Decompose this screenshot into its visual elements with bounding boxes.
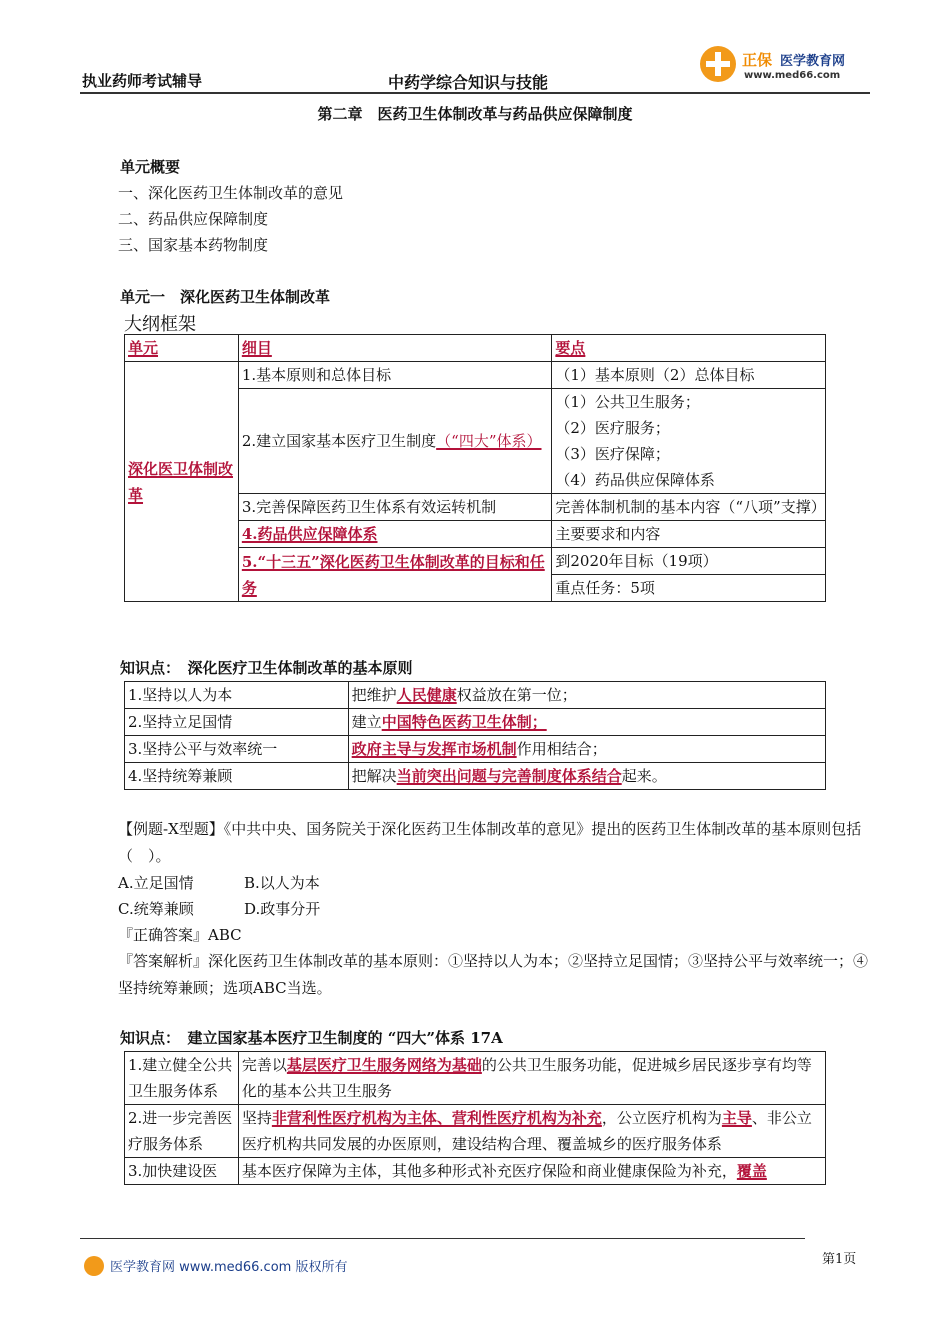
table-row [125, 1105, 826, 1158]
unit-cell: 深化医卫体制改革 [125, 362, 239, 602]
text-span: 坚持 [241, 1109, 272, 1127]
overview-item: 二、药品供应保障制度 [118, 210, 269, 228]
table-cell: 3.加快建设医 [125, 1158, 239, 1185]
overview-item: 一、深化医药卫生体制改革的意见 [118, 184, 344, 202]
table-header-cell: 单元 [125, 335, 239, 362]
table-row [125, 736, 826, 763]
table-cell: 完善体制机制的基本内容（“八项”支撑） [552, 494, 826, 521]
table-cell: 5.“十三五”深化医药卫生体制改革的目标和任务 [238, 548, 552, 602]
text-span: 基本医疗保障为主体，其他多种形式补充医疗保险和商业健康保险为补充， [241, 1162, 737, 1180]
table-cell [238, 389, 552, 494]
table-cell: 重点任务：5项 [552, 575, 826, 602]
table-header-row [125, 335, 826, 362]
table-cell: 1.建立健全公共卫生服务体系 [125, 1052, 239, 1105]
point-line: （3）医疗保障； [555, 445, 670, 463]
table-row [125, 1158, 826, 1185]
table-cell: 2.坚持立足国情 [125, 709, 349, 736]
table-cell [348, 736, 825, 763]
outline-table [124, 334, 826, 602]
correct-answer: 『正确答案』ABC [118, 926, 242, 944]
point-line: （1）公共卫生服务； [555, 393, 700, 411]
answer-analysis: 『答案解析』深化医药卫生体制改革的基本原则：①坚持以人为本；②坚持立足国情；③坚持公平与效率统一；④坚持统筹兼顾；选项ABC当选。 [118, 952, 869, 997]
header-center-title: 中药学综合知识与技能 [388, 73, 549, 92]
footer-logo-icon [84, 1256, 104, 1276]
four-systems-table [124, 1051, 826, 1185]
footer-divider [80, 1238, 805, 1239]
table-row [125, 709, 826, 736]
highlight-span: 人民健康 [396, 686, 457, 704]
example-question: 【例题-X型题】《中共中央、国务院关于深化医药卫生体制改革的意见》提出的医药卫生体制改革的基本原则包括（ ）。 [118, 820, 862, 865]
point-line: （2）医疗服务； [555, 419, 670, 437]
text-span: 建立 [351, 713, 382, 731]
table-cell: 到2020年目标（19项） [552, 548, 826, 575]
page-number: 第1页 [822, 1252, 857, 1267]
table-cell: 3.坚持公平与效率统一 [125, 736, 349, 763]
text-span: 的公共卫生服务功能，促进城乡居民逐步享有均等化的基本公共卫生服务 [241, 1056, 812, 1100]
logo-brand: 正保 [742, 51, 773, 69]
chapter-title: 第二章 医药卫生体制改革与药品供应保障制度 [317, 105, 633, 123]
table-cell: （1）基本原则（2）总体目标 [552, 362, 826, 389]
logo-url: www.med66.com [744, 70, 841, 81]
highlight-span: 中国特色医药卫生体制； [381, 713, 547, 731]
table-cell: 1.坚持以人为本 [125, 682, 349, 709]
table-cell: 4.坚持统筹兼顾 [125, 763, 349, 790]
header-divider [80, 92, 870, 94]
table-cell [238, 1052, 825, 1105]
brand-logo[interactable] [700, 46, 875, 88]
text-span: 把维护 [351, 686, 397, 704]
item-text: 2.建立国家基本医疗卫生制度 [241, 432, 437, 450]
table-row [125, 362, 826, 389]
table-row [125, 763, 826, 790]
item-highlight: （“四大”体系） [436, 432, 542, 450]
unit-title: 单元一 深化医药卫生体制改革 [120, 288, 331, 306]
highlight-span: 当前突出问题与完善制度体系结合 [396, 767, 622, 785]
table-cell [238, 1105, 825, 1158]
highlight-span: 基层医疗卫生服务网络为基础 [286, 1056, 482, 1074]
table-cell [552, 389, 826, 494]
point-line: （4）药品供应保障体系 [555, 471, 715, 489]
highlight-span: 非营利性医疗机构为主体、营利性医疗机构为补充 [271, 1109, 602, 1127]
table-cell: 4.药品供应保障体系 [238, 521, 552, 548]
table-cell: 主要要求和内容 [552, 521, 826, 548]
outline-label: 大纲框架 [124, 314, 196, 335]
table-cell [348, 682, 825, 709]
logo-brand-sub: 医学教育网 [780, 54, 846, 69]
footer-copyright[interactable]: 医学教育网 www.med66.com 版权所有 [110, 1260, 348, 1275]
table-header-cell: 要点 [552, 335, 826, 362]
table-cell [348, 763, 825, 790]
header-left-title: 执业药师考试辅导 [82, 72, 203, 90]
knowledge-point-title: 知识点： 建立国家基本医疗卫生制度的 “四大”体系 17A [120, 1029, 503, 1047]
table-cell [348, 709, 825, 736]
highlight-span: 覆盖 [736, 1162, 767, 1180]
text-span: 权益放在第一位； [456, 686, 577, 704]
highlight-span: 政府主导与发挥市场机制 [351, 740, 517, 758]
text-span: 完善以 [241, 1056, 287, 1074]
logo-cross-icon [700, 46, 736, 82]
option-c: C.统筹兼顾 [118, 900, 194, 918]
table-cell: 1.基本原则和总体目标 [238, 362, 552, 389]
option-d: D.政事分开 [244, 900, 321, 918]
text-span: 作用相结合； [516, 740, 607, 758]
table-cell: 2.进一步完善医疗服务体系 [125, 1105, 239, 1158]
text-span: 、非公立医疗机构共同发展的办医原则，建设结构合理、覆盖城乡的医疗服务体系 [241, 1109, 812, 1153]
text-span: 把解决 [351, 767, 397, 785]
highlight-span: 主导 [721, 1109, 752, 1127]
table-row [125, 682, 826, 709]
overview-item: 三、国家基本药物制度 [118, 236, 269, 254]
knowledge-point-title: 知识点： 深化医疗卫生体制改革的基本原则 [120, 659, 413, 677]
table-header-cell: 细目 [238, 335, 552, 362]
option-a: A.立足国情 [118, 874, 194, 892]
text-span: 起来。 [621, 767, 667, 785]
table-row [125, 1052, 826, 1105]
option-b: B.以人为本 [244, 874, 320, 892]
principles-table [124, 681, 826, 790]
table-cell: 3.完善保障医药卫生体系有效运转机制 [238, 494, 552, 521]
text-span: ，公立医疗机构为 [601, 1109, 722, 1127]
table-cell [238, 1158, 825, 1185]
overview-title: 单元概要 [120, 158, 181, 176]
